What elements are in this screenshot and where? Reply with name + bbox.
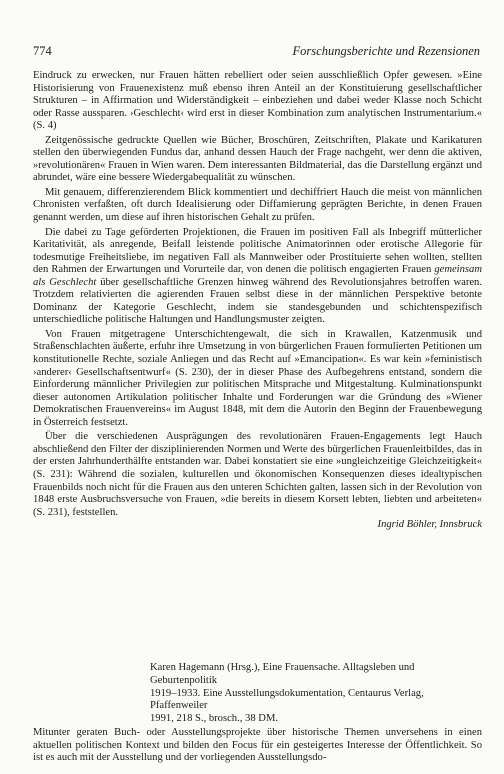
paragraph-4: [33, 227, 482, 327]
paragraph-6: Über die verschiedenen Ausprägungen des revolutionären Frauen-Engagements legt Hauch abschließend den Filter der disziplinierenden Normen und Werte des bürgerlichen Frauenleitbildes, das in der ersten Jahrhunderthälfte entstanden war. Dabei konstatiert sie eine »ungleichzeitige Gleichzeitigkeit« (S. 231): Während die sozialen, kulturellen und ökonomischen Konsequenzen dieses idealtypischen Frauenbilds noch nicht für die Frauen aus den unteren Schichten galten, lassen sich in der Revolution von 1848 erste Ausbruchsversuche von Frauen, »die bereits in diesem Korsett lebten, liebten und arbeiteten« (S. 231), feststellen.: [33, 431, 482, 518]
running-head: Forschungsberichte und Rezensionen: [292, 44, 480, 58]
next-paragraph-1: Mitunter geraten Buch- oder Ausstellungsprojekte über historische Themen unversehens in einen aktuellen politischen Kontext und bilden den Focus für ein gesteigertes Interesse der Öffentlichkeit. So ist es auch mit der Ausstellung und der vorliegenden Ausstellungsdo-: [33, 727, 482, 764]
book-citation: [150, 662, 482, 726]
next-review-body: [33, 727, 482, 765]
paragraph-3: Mit genauem, differenzierendem Blick kommentiert und dechiffriert Hauch die meist von männlichen Chronisten verfaßten, oft durch Idealisierung oder Diffamierung geprägten Berichte, in denen Frauen genannt werden, um diese auf ihren historischen Gehalt zu prüfen.: [33, 186, 482, 224]
paragraph-4-part-1: Die dabei zu Tage geförderten Projektionen, die Frauen im positiven Fall als Inbegriff mütterlicher Karitativität, als anregende, Beifall leistende politische Animatorinnen oder erotische Allegorie für todesmutige Freiheitsliebe, im negativen Fall als Mannweiber oder Prostituierte sehen wollten, stellten den Rahmen der Erwartungen und Vorurteile dar, von denen die politisch engagierten Frauen: [33, 226, 482, 276]
paragraph-1: Eindruck zu erwecken, nur Frauen hätten rebelliert oder seien ausschließlich Opfer gewesen. »Eine Historisierung von Frauenexistenz muß ebenso ihren Anteil an der Konstituierung gesellschaftlicher Strukturen – in Affirmation und Widerständigkeit – einbeziehen und dabei weder Klasse noch Schicht oder Rasse aussparen. ›Geschlecht‹ wird erst in dieser Kombination zum analytischen Instrumentarium.« (S. 4): [33, 70, 482, 132]
review-body: [33, 70, 482, 532]
page-number: 774: [33, 44, 52, 58]
reviewer-signature: Ingrid Böhler, Innsbruck: [377, 519, 482, 531]
citation-line-2: 1919–1933. Eine Ausstellungsdokumentation, Centaurus Verlag, Pfaffenweiler: [150, 687, 424, 712]
paragraph-2: Zeitgenössische gedruckte Quellen wie Bücher, Broschüren, Zeitschriften, Plakate und Karikaturen stellen den überwiegenden Fundus dar, anhand dessen Hauch der Frage nachgeht, wer denn die aktiven, »revolutionären« Frauen in Wien waren. Dem interessanten Bildmaterial, das die Darstellung ergänzt und abrundet, wäre eine bessere Wiedergabequalität zu wünschen.: [33, 134, 482, 184]
citation-line-1: Karen Hagemann (Hrsg.), Eine Frauensache. Alltagsleben und Geburtenpolitik: [150, 662, 415, 686]
citation-line-3: 1991, 218 S., brosch., 38 DM.: [150, 713, 279, 725]
paragraph-5: Von Frauen mitgetragene Unterschichtengewalt, die sich in Krawallen, Katzenmusik und Straßenschlachten äußerte, erfuhr ihre Umsetzung in von bürgerlichen Frauen formulierten Petitionen um konstitutionelle Rechte, soziale Anliegen und das Recht auf »Emancipation«. Es war kein »feministisch ›anderer‹ Gesellschaftsentwurf« (S. 230), der in dieser Phase des Aufbegehrens entstand, sondern die Einforderung männlicher Privilegien zur politischen Mitsprache und Mitgestaltung. Kulminationspunkt dieser autonomen Artikulation politischer Inhalte und Forderungen war die Gründung des »Wiener Demokratischen Frauenvereins« im August 1848, mit dem die Autorin den Beginn der Frauenbewegung in Österreich festsetzt.: [33, 328, 482, 428]
paragraph-4-part-2: über gesellschaftliche Grenzen hinweg während des Revolutionsjahres betroffen waren. Trotzdem relativierten die agierenden Frauen selbst diese in der männlichen Perspektive betonte Dominanz der Kategorie Geschlecht, indem sie standesgebunden und schichtenspezifisch unterschiedliche politische Haltungen und Handlungsmuster zeigten.: [33, 276, 482, 326]
paragraph-4-emphasis: gemeinsam als Geschlecht: [33, 264, 482, 288]
page-header: [33, 44, 480, 60]
